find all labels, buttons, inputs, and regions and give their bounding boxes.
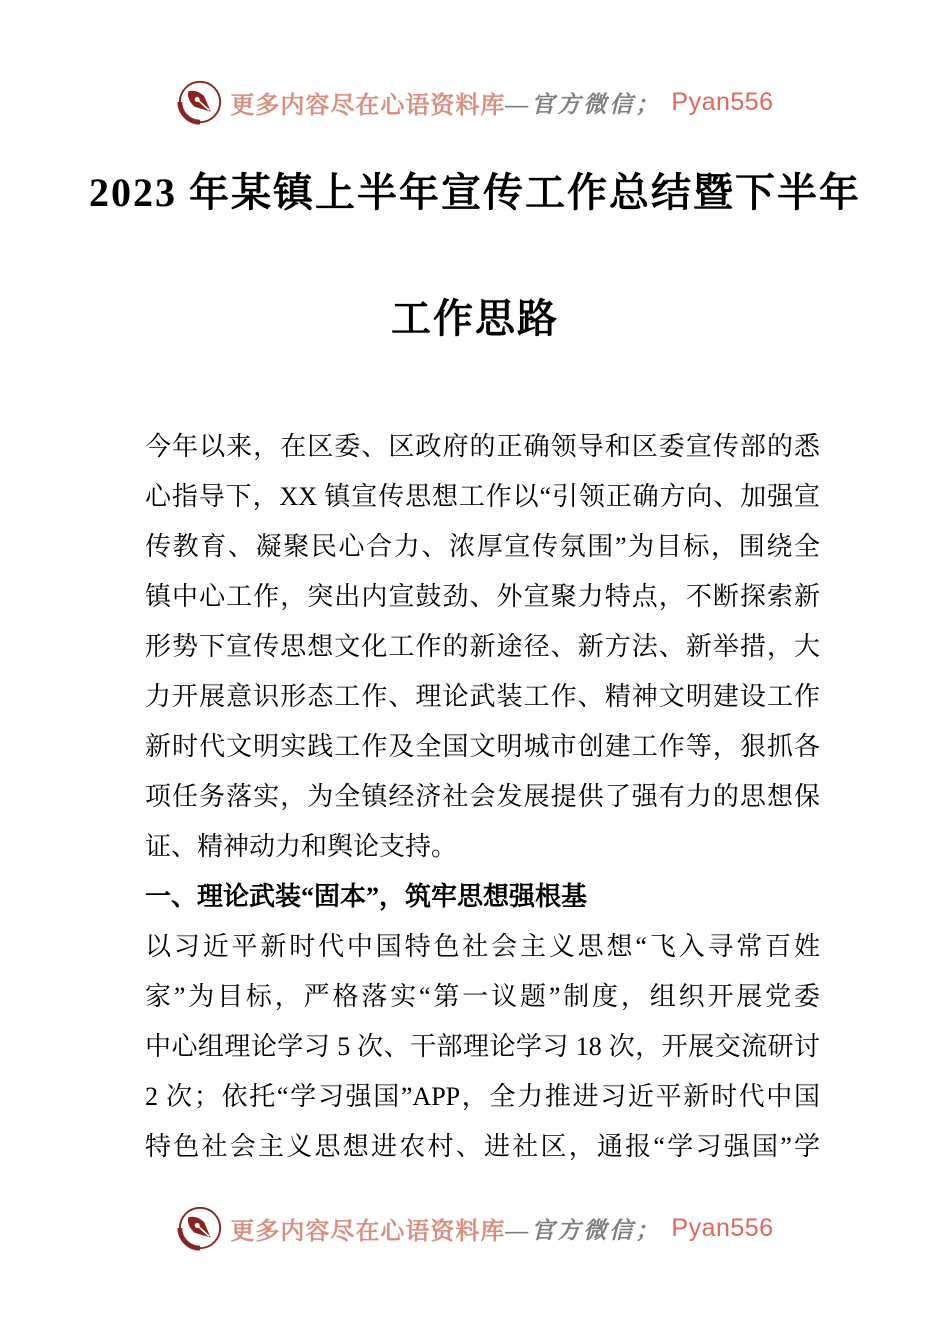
footer-wechat-id: Pyan556 xyxy=(671,1213,774,1242)
body-line: 今年以来，在区委、区政府的正确领导和区委宣传部的悉 xyxy=(145,432,820,461)
body-line: 家”为目标，严格落实“第一议题”制度，组织开展党委 xyxy=(145,982,820,1011)
document-title-line-1: 2023 年某镇上半年宣传工作总结暨下半年 xyxy=(89,170,861,215)
body-line: 特色社会主义思想进农村、进社区，通报“学习强国”学 xyxy=(145,1132,820,1161)
body-line: 项任务落实，为全镇经济社会发展提供了强有力的思想保 xyxy=(145,782,820,811)
body-line: 2 次；依托“学习强国”APP，全力推进习近平新时代中国 xyxy=(145,1082,820,1111)
footer-brand-slogan: 更多内容尽在心语资料库 xyxy=(230,1218,506,1245)
section-heading: 一、理论武装“固本”，筑牢思想强根基 xyxy=(145,882,588,911)
pen-circle-logo-icon xyxy=(176,1204,224,1252)
body-line: 证、精神动力和舆论支持。 xyxy=(145,832,458,861)
header-official-wechat-label: —官方微信； xyxy=(505,91,662,117)
document-title-line-2: 工作思路 xyxy=(391,296,559,341)
body-line: 中心组理论学习 5 次、干部理论学习 18 次，开展交流研讨 xyxy=(145,1032,820,1061)
body-line: 心指导下，XX 镇宣传思想工作以“引领正确方向、加强宣 xyxy=(145,482,820,511)
header-wechat-id: Pyan556 xyxy=(671,87,774,116)
body-line: 形势下宣传思想文化工作的新途径、新方法、新举措，大 xyxy=(145,632,820,661)
body-line: 力开展意识形态工作、理论武装工作、精神文明建设工作 xyxy=(145,682,820,711)
body-line: 新时代文明实践工作及全国文明城市创建工作等，狠抓各 xyxy=(145,732,820,761)
body-line: 镇中心工作，突出内宣鼓劲、外宣聚力特点，不断探索新 xyxy=(145,582,820,611)
document-title xyxy=(0,130,950,382)
document-body xyxy=(145,422,820,1172)
body-line: 传教育、凝聚民心合力、浓厚宣传氛围”为目标，围绕全 xyxy=(145,532,820,561)
body-line: 以习近平新时代中国特色社会主义思想“飞入寻常百姓 xyxy=(145,932,820,961)
pen-circle-logo-icon xyxy=(176,78,224,126)
footer-brand-bar xyxy=(0,1202,950,1254)
header-brand-slogan: 更多内容尽在心语资料库 xyxy=(230,92,506,119)
footer-official-wechat-label: —官方微信； xyxy=(505,1217,662,1243)
header-brand-bar xyxy=(0,76,950,128)
